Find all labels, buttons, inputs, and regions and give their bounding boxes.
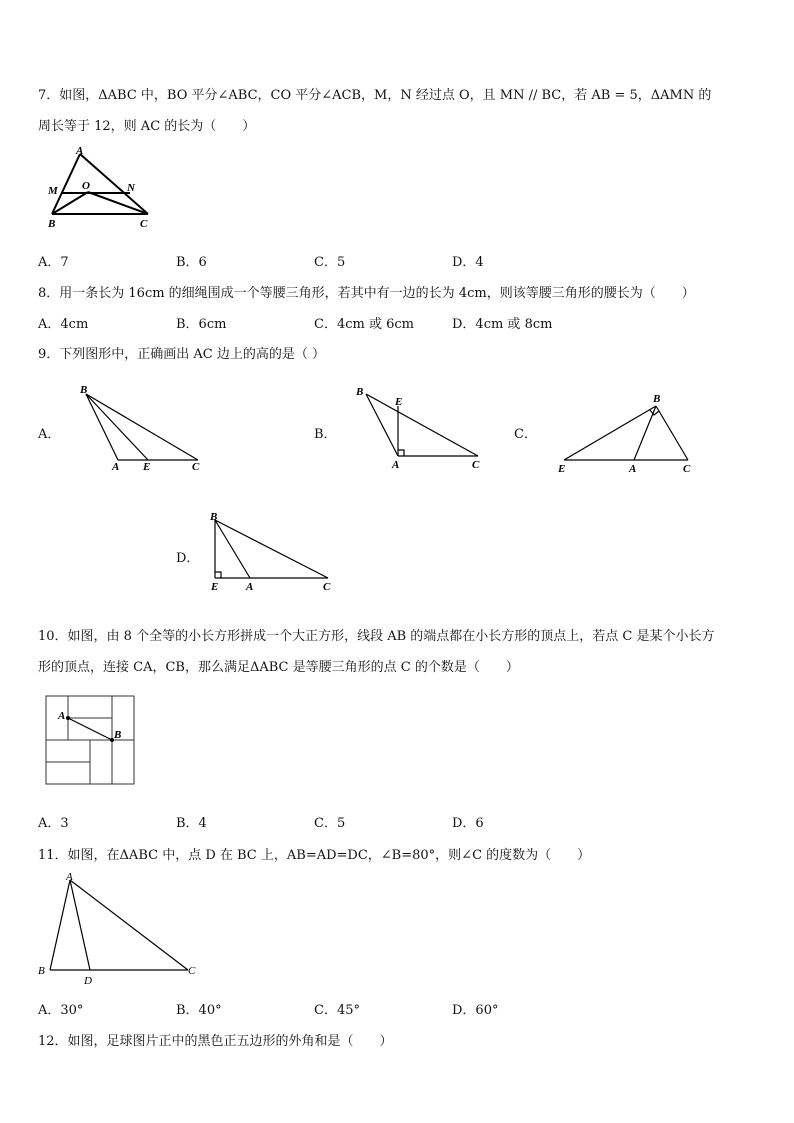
q11-label-a: A [66, 871, 73, 883]
q7-label-c: C [140, 218, 148, 230]
q9-stem: 9．下列图形中，正确画出 AC 边上的高的是（ ） [38, 347, 326, 362]
q9d-label-b: B [210, 511, 218, 523]
q7-option-c[interactable]: C．5 [314, 255, 346, 270]
q7-option-a[interactable]: A．7 [38, 255, 69, 270]
q10-option-c[interactable]: C．5 [314, 816, 346, 831]
q10-figure [44, 694, 138, 786]
q8-option-b[interactable]: B．6cm [176, 317, 227, 332]
q11-stem: 11．如图，在ΔABC 中，点 D 在 BC 上，AB=AD=DC，∠B=80°，则∠C 的度数为（ ） [38, 848, 591, 863]
q8-option-d[interactable]: D．4cm 或 8cm [452, 317, 553, 332]
q7-stem-line1: 7．如图，ΔABC 中，BO 平分∠ABC，CO 平分∠ACB，M，N 经过点 O，且 MN // BC，若 AB = 5，ΔAMN 的 [38, 88, 712, 103]
q11-label-d: D [84, 975, 92, 986]
q11-option-c[interactable]: C．45° [314, 1003, 360, 1018]
q8-option-c[interactable]: C．4cm 或 6cm [314, 317, 414, 332]
q7-label-a: A [76, 146, 84, 157]
q10-stem-line2: 形的顶点，连接 CA，CB，那么满足ΔABC 是等腰三角形的点 C 的个数是（ ） [38, 660, 519, 675]
q11-figure [36, 868, 206, 986]
q9d-label-c: C [323, 581, 331, 593]
q8-option-a[interactable]: A．4cm [38, 317, 89, 332]
q9c-label-e: E [558, 463, 566, 474]
q9-figure-d [206, 510, 336, 594]
q10-option-d[interactable]: D．6 [452, 816, 484, 831]
q11-label-c: C [188, 965, 196, 977]
q9b-label-e: E [395, 396, 403, 408]
q9-option-b[interactable]: B． [314, 427, 337, 442]
q9b-label-c: C [472, 459, 480, 471]
q10-option-b[interactable]: B．4 [176, 816, 207, 831]
q7-label-o: O [82, 180, 90, 192]
q7-label-n: N [127, 182, 135, 194]
q9a-label-a: A [112, 461, 120, 472]
q11-label-b: B [38, 965, 45, 977]
q8-stem: 8．用一条长为 16cm 的细绳围成一个等腰三角形，若其中有一边的长为 4cm，则该等腰三角形的腰长为（ ） [38, 286, 695, 301]
q9c-label-a: A [629, 463, 637, 474]
q9-option-a[interactable]: A． [38, 427, 61, 442]
q9a-label-e: E [143, 461, 151, 472]
q7-option-d[interactable]: D．4 [452, 255, 484, 270]
q10-label-b: B [114, 729, 122, 741]
q9b-label-a: A [392, 459, 400, 471]
q7-figure [44, 146, 156, 232]
q9a-label-c: C [192, 461, 200, 472]
q9d-label-a: A [246, 581, 254, 593]
q7-label-m: M [48, 185, 58, 197]
q12-stem: 12．如图，足球图片正中的黑色正五边形的外角和是（ ） [38, 1034, 393, 1049]
q9a-label-b: B [80, 384, 88, 396]
q11-option-b[interactable]: B．40° [176, 1003, 222, 1018]
q11-option-a[interactable]: A．30° [38, 1003, 84, 1018]
q9-figure-a [76, 382, 206, 472]
q9-option-c[interactable]: C． [514, 427, 537, 442]
q7-stem-line2: 周长等于 12，则 AC 的长为（ ） [38, 119, 256, 134]
q10-option-a[interactable]: A．3 [38, 816, 69, 831]
q11-option-d[interactable]: D．60° [452, 1003, 499, 1018]
q10-label-a: A [58, 710, 66, 722]
q9c-label-c: C [683, 463, 691, 474]
q9b-label-b: B [356, 386, 364, 398]
q9d-label-e: E [211, 581, 219, 593]
q7-label-b: B [48, 218, 56, 230]
q9c-label-b: B [653, 393, 661, 405]
q10-stem-line1: 10．如图，由 8 个全等的小长方形拼成一个大正方形，线段 AB 的端点都在小长方形的顶点上，若点 C 是某个小长方 [38, 629, 715, 644]
q9-figure-b [350, 382, 490, 472]
q7-option-b[interactable]: B．6 [176, 255, 207, 270]
q9-figure-c [552, 388, 702, 474]
q9-option-d[interactable]: D． [176, 551, 200, 566]
